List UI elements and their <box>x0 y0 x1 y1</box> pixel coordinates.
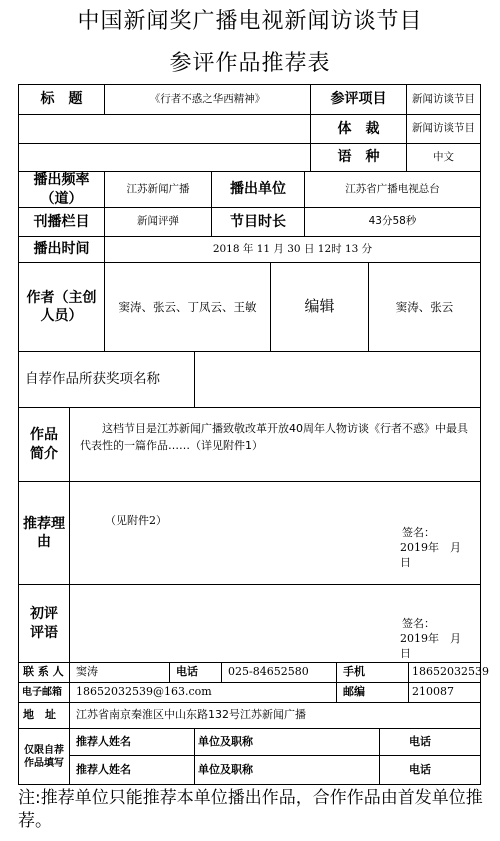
label-frequency: 播出频率（道） <box>19 172 105 208</box>
blank-cell <box>19 144 311 172</box>
label-reason: 推荐理由 <box>19 482 70 585</box>
value-genre: 新闻访谈节目 <box>407 115 480 144</box>
label-award: 自荐作品所获奖项名称 <box>19 352 195 408</box>
review-date: 2019年 月 日 <box>400 632 472 660</box>
label-email: 电子邮箱 <box>19 683 70 703</box>
value-title: 《行者不惑之华西精神》 <box>105 85 311 115</box>
label-phone: 电话 <box>170 663 222 683</box>
label-intro: 作品简介 <box>19 408 70 482</box>
label-self-recommend: 仅限自荐作品填写 <box>19 729 70 784</box>
label-genre: 体 裁 <box>311 115 407 144</box>
form-subtitle: 参评作品推荐表 <box>169 51 331 76</box>
value-mobile: 18652032539 <box>409 663 480 683</box>
label-title: 标 题 <box>19 85 105 115</box>
value-intro: 这档节目是江苏新闻广播致敬改革开放40周年人物访谈《行者不惑》中最具代表性的一篇作品……（详见附件1） <box>70 408 480 482</box>
value-frequency: 江苏新闻广播 <box>105 172 212 208</box>
footnote: 注:推荐单位只能推荐本单位播出作品，合作作品由首发单位推荐。 <box>18 788 483 831</box>
label-column: 刊播栏目 <box>19 208 105 237</box>
form-title: 中国新闻奖广播电视新闻访谈节目 <box>77 9 423 34</box>
value-category: 新闻访谈节目 <box>407 85 480 115</box>
value-postcode: 210087 <box>409 683 480 703</box>
value-award <box>195 352 480 408</box>
label-address: 地 址 <box>19 703 70 729</box>
value-author: 窦涛、张云、丁凤云、王敏 <box>105 263 271 352</box>
label-mobile: 手机 <box>337 663 409 683</box>
recommendation-form-table <box>18 84 489 785</box>
value-editor: 窦涛、张云 <box>369 263 480 352</box>
value-language: 中文 <box>407 144 480 172</box>
value-contact: 窦涛 <box>70 663 170 683</box>
label-position-1: 单位及职称 <box>195 729 380 756</box>
label-review: 初评评语 <box>19 585 70 663</box>
value-email: 18652032539@163.com <box>70 683 337 703</box>
value-duration: 43分58秒 <box>305 208 480 237</box>
label-tel-2: 电话 <box>409 762 431 776</box>
label-category: 参评项目 <box>311 85 407 115</box>
reason-signature-label: 签名： <box>402 526 435 539</box>
value-reason: （见附件2） <box>105 514 167 527</box>
label-postcode: 邮编 <box>337 683 409 703</box>
label-contact: 联 系 人 <box>19 663 70 683</box>
value-address: 江苏省南京秦淮区中山东路132号江苏新闻广播 <box>70 703 480 729</box>
label-editor: 编辑 <box>271 263 369 352</box>
label-recommender-1: 推荐人姓名 <box>70 729 195 756</box>
value-phone: 025-84652580 <box>222 663 337 683</box>
label-language: 语 种 <box>311 144 407 172</box>
label-unit: 播出单位 <box>212 172 305 208</box>
blank-cell <box>19 115 311 144</box>
label-duration: 节目时长 <box>212 208 305 237</box>
review-signature-label: 签名： <box>402 617 435 630</box>
label-author: 作者（主创人员） <box>19 263 105 352</box>
label-recommender-2: 推荐人姓名 <box>70 756 195 784</box>
value-airtime: 2018 年 11 月 30 日 12时 13 分 <box>105 237 480 263</box>
value-column: 新闻评弹 <box>105 208 212 237</box>
label-position-2: 单位及职称 <box>195 756 380 784</box>
value-unit: 江苏省广播电视总台 <box>305 172 480 208</box>
label-tel-1: 电话 <box>380 729 480 756</box>
label-airtime: 播出时间 <box>19 237 105 263</box>
reason-date: 2019年 月 日 <box>400 541 472 569</box>
